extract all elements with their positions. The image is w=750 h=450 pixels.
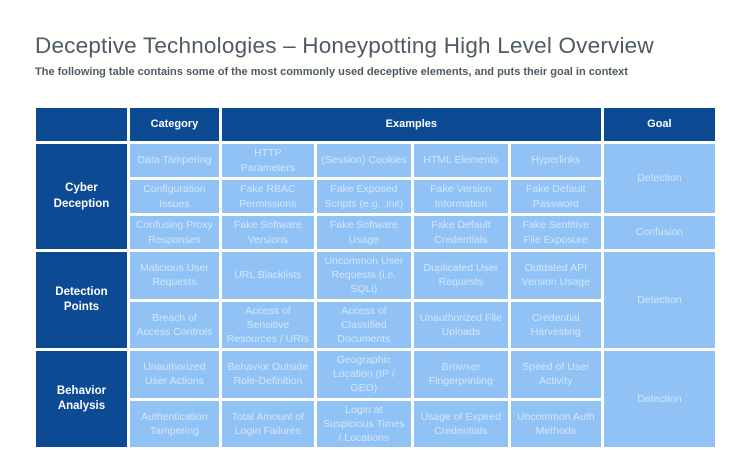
example-cell: Duplicated User Requests — [414, 252, 508, 299]
example-cell: Geographic Location (IP / GEO) — [317, 351, 411, 398]
goal-cell: Detection — [604, 252, 715, 348]
deception-overview-table — [33, 105, 718, 450]
row-group-label: Behavior Analysis — [36, 351, 127, 447]
category-cell: Confusing Proxy Responses — [130, 216, 219, 249]
table-body — [36, 144, 715, 447]
example-cell: Access of Sensitive Resources / URIs — [222, 302, 314, 349]
example-cell: Fake Default Credentials — [414, 216, 508, 249]
goal-cell: Confusion — [604, 216, 715, 249]
category-cell: Configuration Issues — [130, 180, 219, 213]
example-cell: Fake Exposed Scripts (e.g. .init) — [317, 180, 411, 213]
category-cell: Authentication Tampering — [130, 401, 219, 448]
goal-cell: Detection — [604, 351, 715, 447]
example-cell: Browser Fingerprinting — [414, 351, 508, 398]
example-cell: Hyperlinks — [511, 144, 601, 177]
table-row — [36, 144, 715, 177]
header-corner-cell — [36, 108, 127, 141]
table-row — [36, 216, 715, 249]
example-cell: HTML Elements — [414, 144, 508, 177]
example-cell: Uncommon User Requests (i.e. SQLi) — [317, 252, 411, 299]
example-cell: Fake Version Information — [414, 180, 508, 213]
example-cell: Unauthorized File Uploads — [414, 302, 508, 349]
goal-cell: Detection — [604, 144, 715, 213]
example-cell: Login at Suspicious Times / Locations — [317, 401, 411, 448]
example-cell: Fake Sentitive File Exposure — [511, 216, 601, 249]
category-cell: Unauthorized User Actions — [130, 351, 219, 398]
example-cell: Outdated API Version Usage — [511, 252, 601, 299]
example-cell: Fake Default Password — [511, 180, 601, 213]
example-cell: Usage of Expired Credentials — [414, 401, 508, 448]
header-goal: Goal — [604, 108, 715, 141]
page-subtitle: The following table contains some of the most commonly used deceptive elements, and puts their goal in context — [35, 66, 628, 78]
table-row — [36, 351, 715, 398]
example-cell: Fake RBAC Permissions — [222, 180, 314, 213]
row-group-label: Detection Points — [36, 252, 127, 348]
example-cell: Credential Harvesting — [511, 302, 601, 349]
example-cell: URL Blacklists — [222, 252, 314, 299]
example-cell: Total Amount of Login Failures — [222, 401, 314, 448]
example-cell: Fake Software Versions — [222, 216, 314, 249]
header-category: Category — [130, 108, 219, 141]
table-header-row — [36, 108, 715, 141]
example-cell: HTTP Parameters — [222, 144, 314, 177]
example-cell: Fake Software Usage — [317, 216, 411, 249]
example-cell: Uncommon Auth Methods — [511, 401, 601, 448]
header-examples: Examples — [222, 108, 601, 141]
table-row — [36, 252, 715, 299]
category-cell: Data Tampering — [130, 144, 219, 177]
category-cell: Breach of Access Controls — [130, 302, 219, 349]
row-group-label: Cyber Deception — [36, 144, 127, 249]
example-cell: Speed of User Activity — [511, 351, 601, 398]
example-cell: Access of Classified Documents — [317, 302, 411, 349]
page-title: Deceptive Technologies – Honeypotting High Level Overview — [35, 33, 654, 58]
example-cell: Behavior Outside Role-Definition — [222, 351, 314, 398]
example-cell: (Session) Cookies — [317, 144, 411, 177]
category-cell: Malicious User Requests — [130, 252, 219, 299]
